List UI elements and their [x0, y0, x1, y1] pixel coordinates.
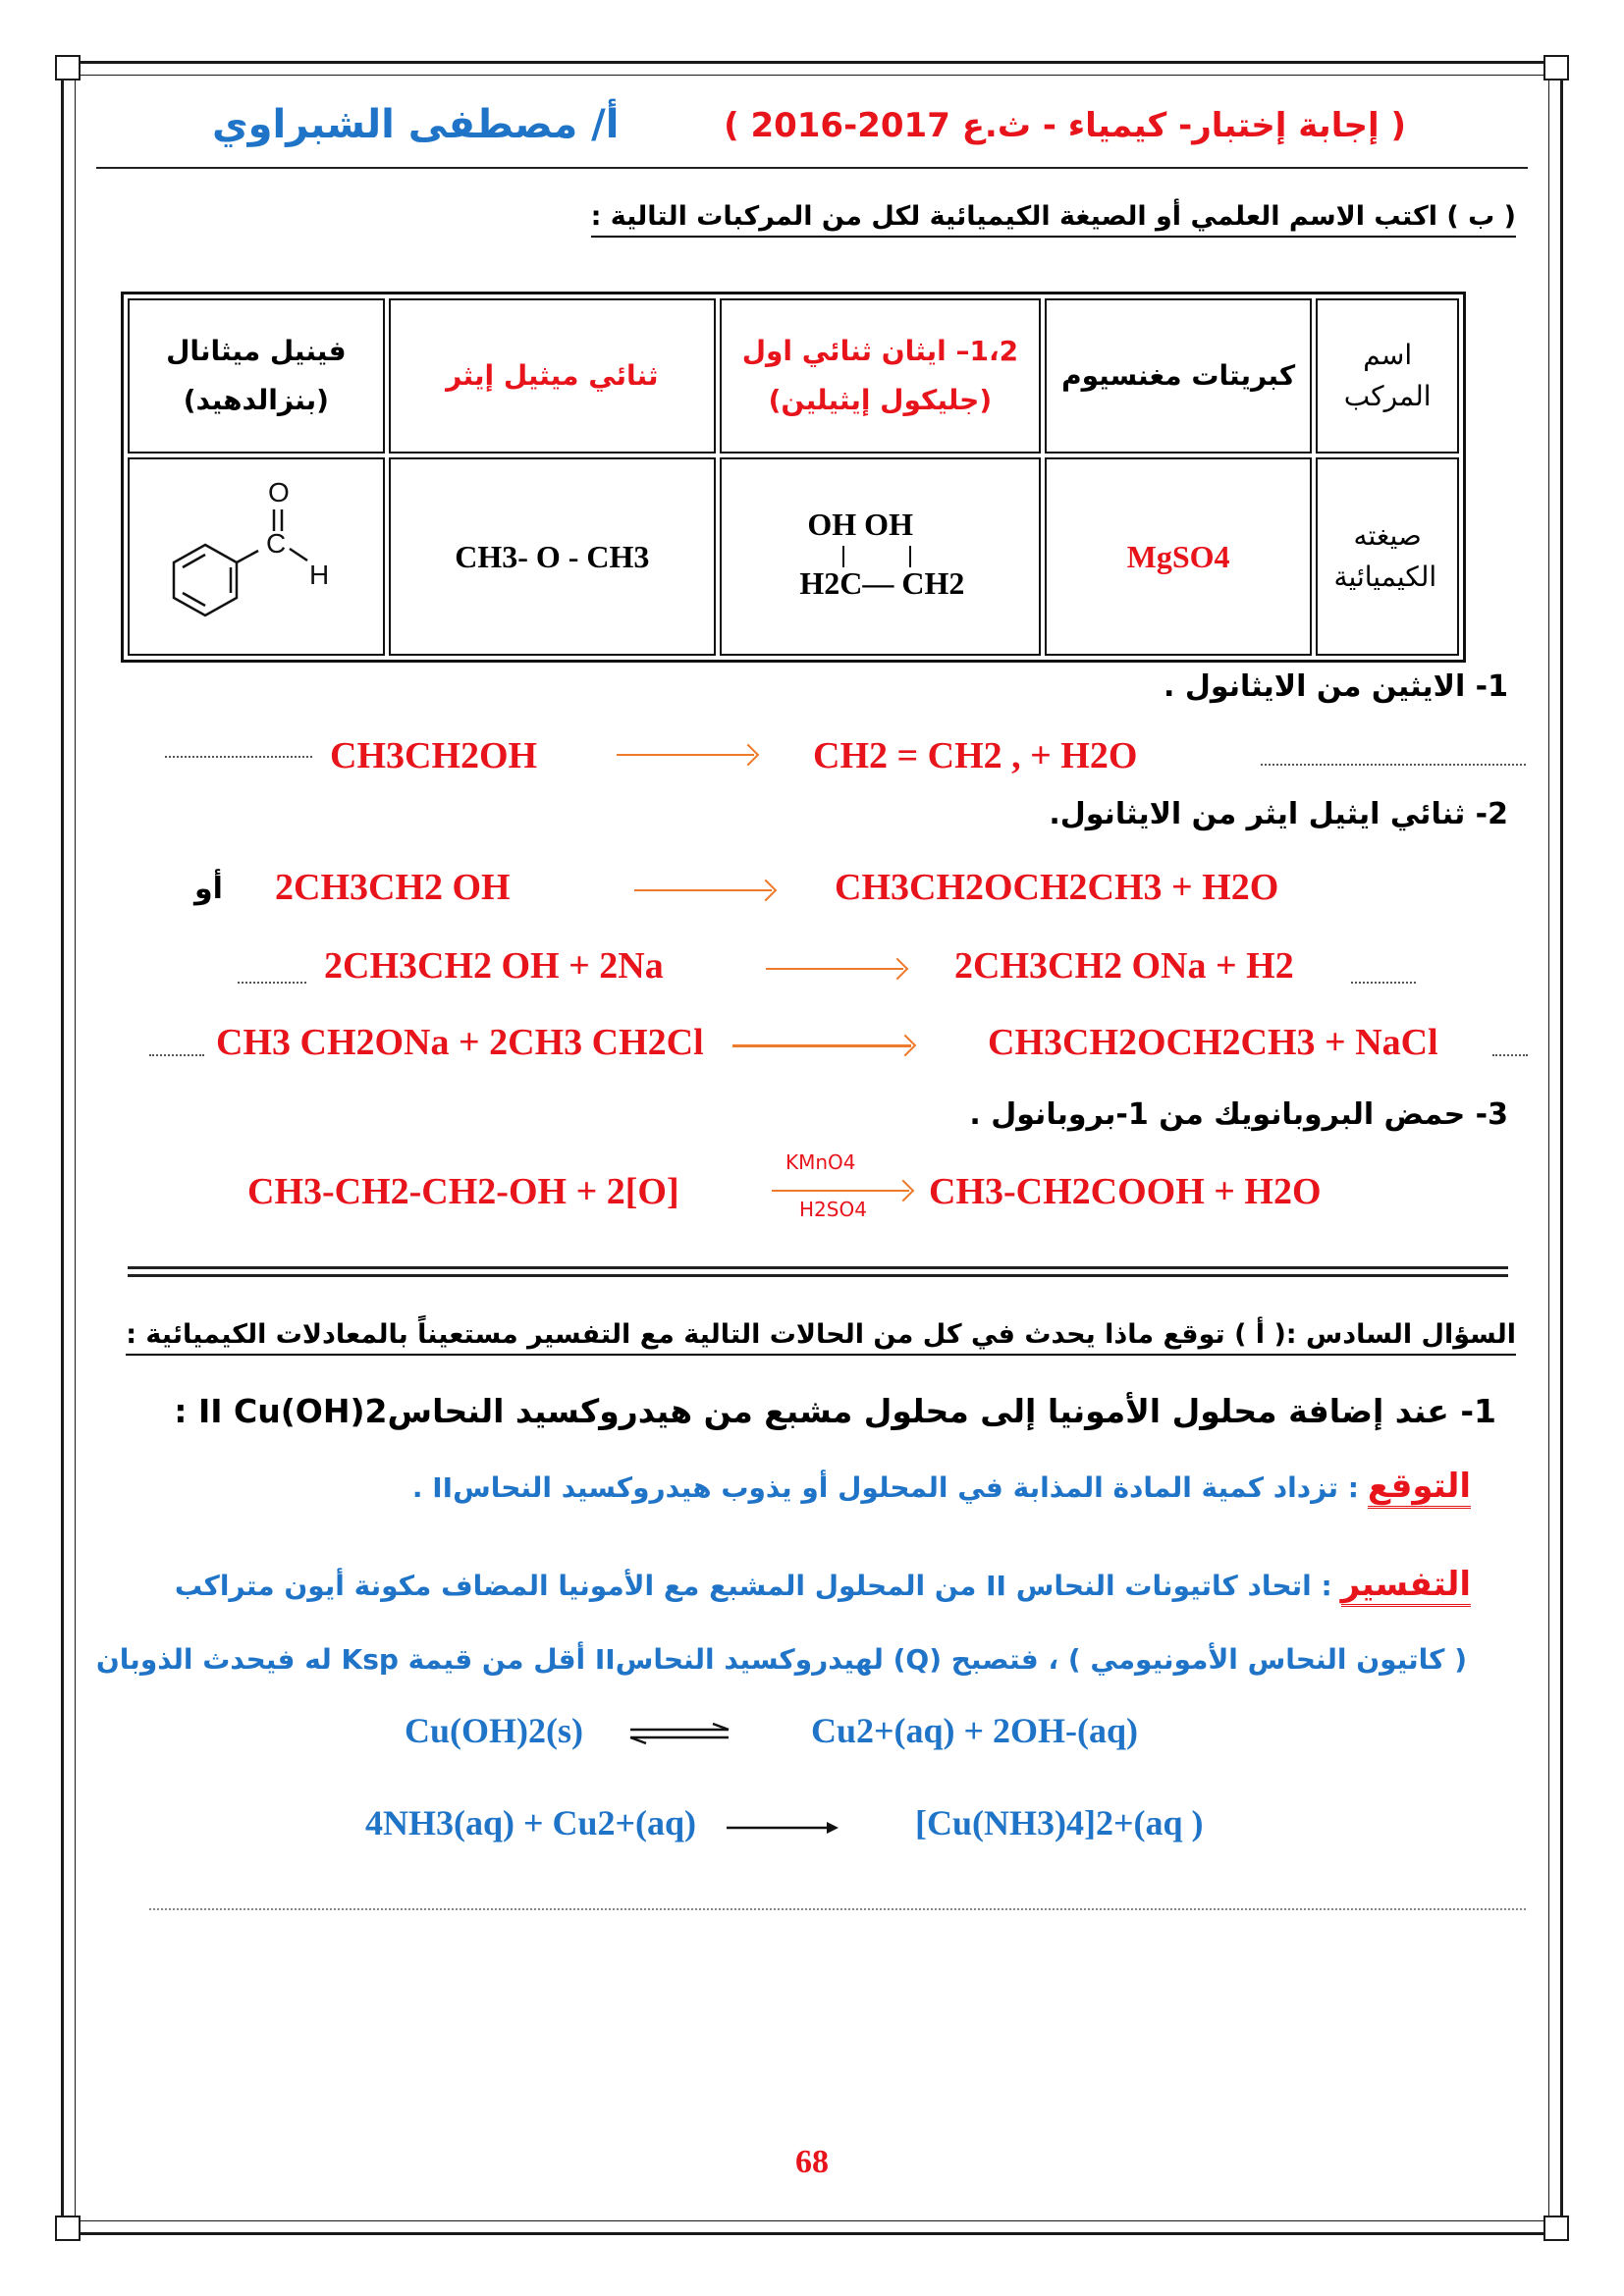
dotted-line: [1492, 1054, 1528, 1056]
table-cell: [389, 457, 716, 656]
table-cell: [720, 457, 1041, 656]
table-cell: [128, 298, 385, 454]
reaction2-eq1-reactant: 2CH3CH2 OH: [275, 867, 511, 908]
table-cell: [1316, 457, 1459, 656]
prediction-label: التوقع: [1368, 1467, 1471, 1509]
corner-ornament: [55, 2216, 81, 2241]
question6-heading: السؤال السادس :( أ ) توقع ماذا يحدث في كل من الحالات التالية مع التفسير مستعيناً بالمعادلات الكيميائية :: [126, 1319, 1516, 1356]
corner-ornament: [1543, 2216, 1569, 2241]
col4-name-line2: (بنزالدهيد): [183, 384, 329, 416]
exam-title: ( إجابة إختبار- كيمياء - ث.ع 2017-2016 ): [724, 106, 1406, 145]
dotted-line: [165, 756, 312, 758]
complex-arrow: [725, 1818, 840, 1838]
table-cell: [720, 298, 1041, 454]
reaction-arrow: [766, 968, 903, 970]
col2-formula-ch2: H2C— CH2: [799, 565, 965, 601]
row-header-formula: صيغته الكيميائية: [1333, 519, 1437, 593]
equilibrium-left: Cu(OH)2(s): [405, 1711, 583, 1750]
corner-ornament: [55, 55, 81, 80]
reaction1-reactant: CH3CH2OH: [330, 735, 538, 776]
col2-name-line2: (جليكول إيثيلين): [768, 384, 993, 416]
complex-eq-left: 4NH3(aq) + Cu2+(aq): [365, 1803, 697, 1842]
reaction2-eq2-products: 2CH3CH2 ONa + H2: [954, 945, 1294, 987]
answer-dotted-line: [149, 1908, 1526, 1910]
col2-name-line1: 1،2– ايثان ثنائي اول: [741, 334, 1019, 367]
section-divider: [128, 1266, 1508, 1269]
col2-formula-oh: OH OH: [807, 507, 913, 542]
reaction-arrow: [634, 889, 772, 891]
col3-formula: CH3- O - CH3: [455, 538, 650, 574]
prediction-text: : تزداد كمية المادة المذابة في المحلول أو يذوب هيدروكسيد النحاسII .: [411, 1471, 1359, 1504]
row-header-name: اسم المركب: [1343, 339, 1432, 412]
benzaldehyde-structure: [148, 466, 364, 643]
col3-name: ثنائي ميثيل إيثر: [446, 358, 659, 392]
dotted-line: [238, 982, 306, 984]
prediction-row: [412, 1467, 1471, 1506]
col1-formula: MgSO4: [1126, 538, 1230, 574]
question6-item1: 1- عند إضافة محلول الأمونيا إلى محلول مشبع من هيدروكسيد النحاسII Cu(OH)2 :: [174, 1392, 1496, 1430]
explanation-line2: ( كاتيون النحاس الأمونيومي ) ، فتصبح (Q) لهيدروكسيد النحاسII أقل من قيمة Ksp له فيحدث الذوبان: [95, 1643, 1467, 1676]
explanation-row: [175, 1565, 1471, 1604]
reaction2-label: 2- ثنائي ايثيل ايثر من الايثانول.: [1049, 797, 1508, 831]
reaction-arrow: [732, 1044, 911, 1047]
reaction3-label: 3- حمض البروبانويك من 1-بروبانول .: [969, 1097, 1508, 1132]
reaction1-label: 1- الايثين من الايثانول .: [1164, 669, 1508, 704]
atom-o: O: [267, 477, 290, 507]
table-cell: [1316, 298, 1459, 454]
reaction2-eq1-products: CH3CH2OCH2CH3 + H2O: [835, 867, 1279, 908]
table-cell: [1045, 457, 1312, 656]
complex-eq-right: [Cu(NH3)4]2+(aq ): [915, 1803, 1204, 1842]
corner-ornament: [1543, 55, 1569, 80]
reaction3-products: CH3-CH2COOH + H2O: [929, 1171, 1322, 1212]
dotted-line: [1351, 982, 1416, 984]
col4-name-line1: فينيل ميثانال: [166, 334, 347, 367]
or-word: أو: [194, 872, 223, 906]
header-divider: [96, 167, 1528, 169]
page-number: 68: [795, 2144, 829, 2180]
reaction-arrow: [617, 754, 754, 756]
catalyst-kmno4: KMnO4: [785, 1150, 856, 1174]
bond-line: [842, 546, 844, 567]
table-cell: [389, 298, 716, 454]
dotted-line: [1261, 764, 1526, 766]
col1-name: كبريتات مغنسيوم: [1061, 358, 1296, 392]
atom-c: C: [265, 528, 287, 559]
reaction2-eq3-products: CH3CH2OCH2CH3 + NaCl: [988, 1022, 1438, 1063]
section-divider: [128, 1274, 1508, 1277]
reaction3-reactants: CH3-CH2-CH2-OH + 2[O]: [247, 1171, 679, 1212]
table-cell: [128, 457, 385, 656]
teacher-name: أ/ مصطفى الشبراوي: [212, 102, 620, 147]
reaction-arrow: [772, 1190, 909, 1192]
reaction2-eq3-reactants: CH3 CH2ONa + 2CH3 CH2Cl: [216, 1022, 704, 1063]
reaction2-eq2-reactants: 2CH3CH2 OH + 2Na: [324, 945, 664, 987]
table-cell: [1045, 298, 1312, 454]
catalyst-h2so4: H2SO4: [799, 1198, 867, 1221]
section-b-instruction: ( ب ) اكتب الاسم العلمي أو الصيغة الكيميائية لكل من المركبات التالية :: [591, 201, 1516, 238]
equilibrium-arrow: [626, 1722, 734, 1745]
explanation-label: التفسير: [1341, 1565, 1471, 1607]
dotted-line: [149, 1054, 204, 1056]
bond-line: [909, 546, 911, 567]
aldehyde-h-bond: [290, 549, 307, 561]
ring-to-carbonyl-bond: [237, 551, 258, 562]
atom-h: H: [308, 560, 330, 590]
explanation-line1: : اتحاد كاتيونات النحاس II من المحلول المشبع مع الأمونيا المضاف مكونة أيون متراكب: [174, 1570, 1332, 1602]
compounds-table: [121, 292, 1466, 663]
reaction1-products: CH2 = CH2 , + H2O: [813, 735, 1138, 776]
equilibrium-right: Cu2+(aq) + 2OH-(aq): [811, 1711, 1139, 1750]
